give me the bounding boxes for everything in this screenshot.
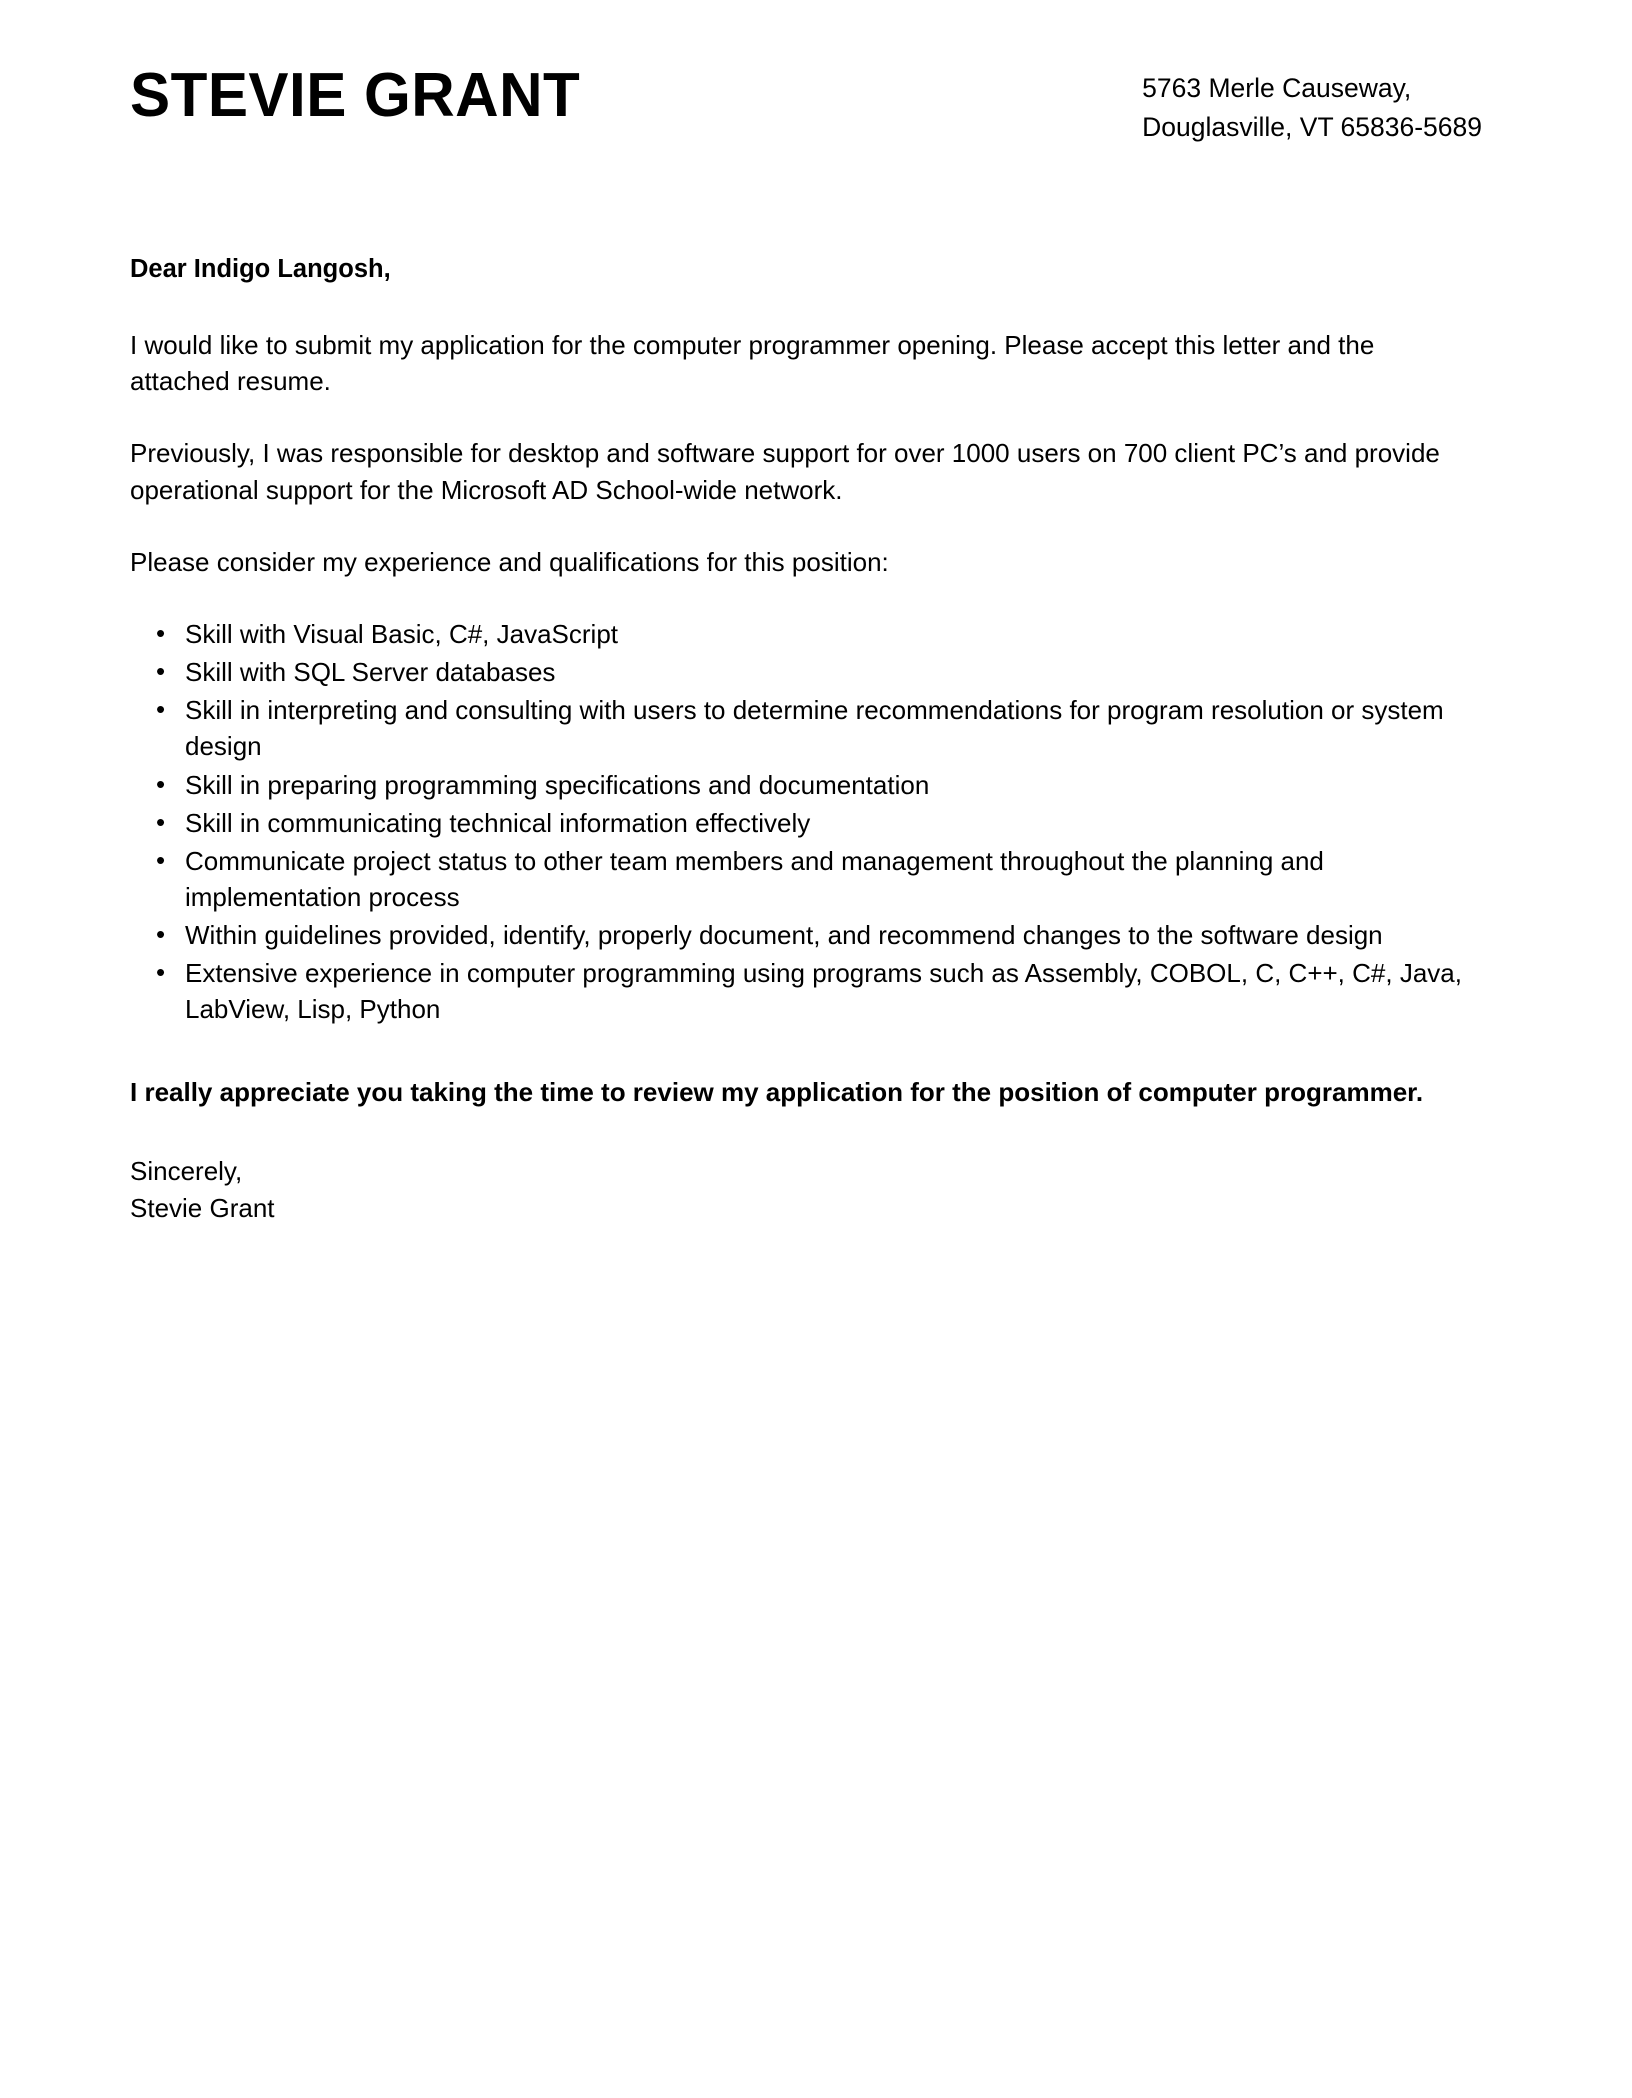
- list-item: • Skill with Visual Basic, C#, JavaScript: [130, 616, 1470, 652]
- skills-list: [130, 616, 1470, 1027]
- list-item: • Skill in communicating technical information effectively: [130, 805, 1470, 841]
- list-item: • Extensive experience in computer programming using programs such as Assembly, COBOL, C, C++, C#, Java, LabView, Lisp, Python: [130, 955, 1470, 1027]
- signature-name: Stevie Grant: [130, 1193, 275, 1224]
- list-item: • Skill in preparing programming specifications and documentation: [130, 767, 1470, 803]
- list-item: • Skill with SQL Server databases: [130, 654, 1470, 690]
- sender-name: STEVIE GRANT: [130, 61, 581, 130]
- list-item: • Skill in interpreting and consulting with users to determine recommendations for program resolution or system design: [130, 692, 1470, 764]
- body-paragraph-3: Please consider my experience and qualifications for this position:: [130, 547, 889, 578]
- address-line-city-state-zip: Douglasville, VT 65836-5689: [1142, 112, 1482, 143]
- body-paragraph-2: Previously, I was responsible for desktop and software support for over 1000 users on 700 client PC’s and provide operational support for the Microsoft AD School-wide network.: [130, 438, 1440, 506]
- list-item: • Within guidelines provided, identify, properly document, and recommend changes to the software design: [130, 917, 1470, 953]
- sign-off: Sincerely,: [130, 1156, 243, 1187]
- list-item: • Communicate project status to other team members and management throughout the planning and implementation process: [130, 843, 1470, 915]
- sender-address-block: [1142, 55, 1482, 147]
- letterhead: [0, 0, 1632, 147]
- signature-block: [130, 1153, 1482, 1227]
- letter-body: [0, 253, 1632, 1227]
- address-line-street: 5763 Merle Causeway,: [1142, 73, 1412, 103]
- salutation: Dear Indigo Langosh,: [130, 255, 391, 284]
- closing-statement: I really appreciate you taking the time to review my application for the position of computer programmer.: [130, 1077, 1424, 1108]
- body-paragraph-1: I would like to submit my application for the computer programmer opening. Please accept this letter and the attached resume.: [130, 329, 1375, 397]
